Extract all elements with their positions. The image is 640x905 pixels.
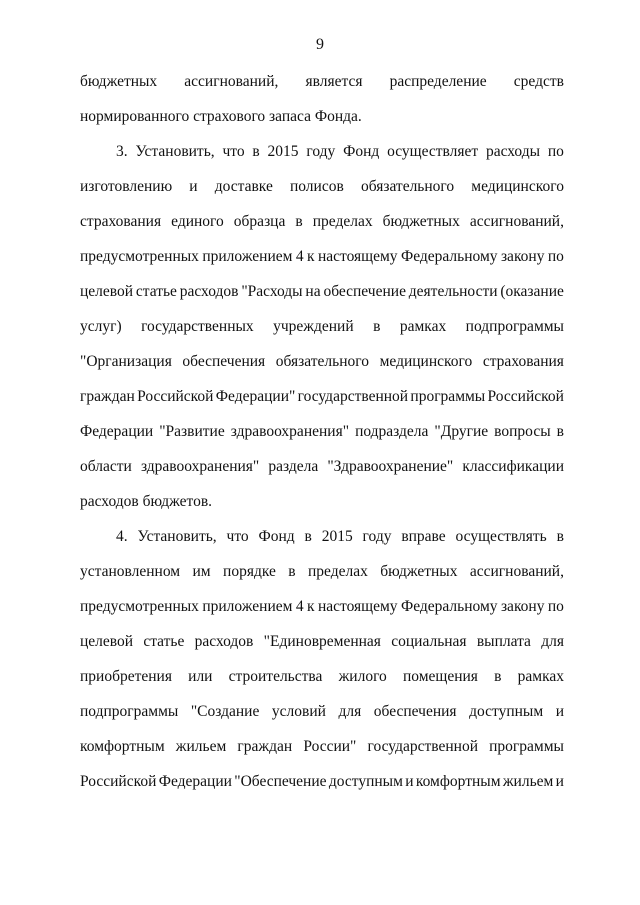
word: "Единовременная	[263, 633, 381, 650]
word: Фонд	[343, 143, 380, 160]
word: выплата	[476, 633, 531, 650]
word: подпрограммы	[80, 703, 179, 720]
word: по	[547, 143, 564, 160]
text-line	[80, 772, 564, 792]
word: установленном	[80, 563, 181, 580]
word: на	[305, 283, 321, 300]
word: в	[252, 143, 260, 160]
word: страхования	[80, 213, 162, 230]
word: к	[307, 598, 315, 615]
word: Федерации"	[215, 388, 296, 405]
word: рамках	[399, 318, 447, 335]
word: году	[306, 143, 336, 160]
word: в	[304, 528, 312, 545]
text-line	[80, 457, 564, 477]
word: образца	[233, 213, 286, 230]
word: 2015	[267, 143, 299, 160]
word: ассигнований,	[184, 73, 279, 90]
word: доставке	[214, 178, 273, 195]
text-line	[80, 562, 564, 582]
word: программы	[489, 738, 564, 755]
word: 3.	[116, 143, 128, 160]
word: обеспечения	[373, 703, 457, 720]
word: средств	[513, 73, 564, 90]
word: вправе	[401, 528, 446, 545]
word: целевой	[80, 283, 134, 300]
text-line	[80, 352, 564, 372]
text-line	[80, 317, 564, 337]
word: "Обеспечение	[234, 773, 327, 790]
word: рамках	[517, 668, 564, 685]
word: расходов	[194, 633, 254, 650]
word: статье	[143, 633, 185, 650]
text-line	[80, 632, 564, 652]
word: в	[295, 213, 303, 230]
word: закону	[500, 248, 545, 265]
text-line	[80, 177, 564, 197]
word: предусмотренных	[80, 598, 199, 615]
word: пределах	[312, 213, 373, 230]
text-line	[80, 702, 564, 722]
word: услуг)	[80, 318, 122, 335]
word: ассигнований,	[469, 213, 564, 230]
paragraph-3-start	[116, 142, 564, 162]
word: здравоохранения"	[140, 458, 260, 475]
word: приложением	[202, 598, 293, 615]
word: для	[541, 633, 564, 650]
word: обеспечение	[323, 283, 406, 300]
word: и	[189, 178, 198, 195]
word: "Создание	[190, 703, 260, 720]
word: Федерации	[158, 773, 232, 790]
word: подраздела	[355, 423, 429, 440]
word: 4	[295, 598, 304, 615]
word: настоящему	[317, 598, 398, 615]
word: бюджетных	[380, 563, 458, 580]
word: закону	[500, 598, 545, 615]
word: подпрограммы	[465, 318, 564, 335]
word: Федерации	[80, 423, 154, 440]
word: бюджетных	[382, 213, 460, 230]
word: к	[307, 248, 315, 265]
word: единого	[171, 213, 224, 230]
word: "Другие	[434, 423, 489, 440]
word: классификации	[462, 458, 564, 475]
word: "Расходы	[241, 283, 303, 300]
word: граждан	[80, 388, 135, 405]
word: Российской	[487, 388, 564, 405]
word: и	[405, 773, 414, 790]
word: вопросы	[494, 423, 551, 440]
word: в	[373, 318, 381, 335]
word: расходов	[179, 283, 239, 300]
word: обязательного	[360, 178, 455, 195]
word: году	[362, 528, 392, 545]
word: полисов	[289, 178, 344, 195]
word: учреждений	[273, 318, 354, 335]
page-number: 9	[316, 36, 324, 53]
word: изготовлению	[80, 178, 173, 195]
word: обязательного	[275, 353, 369, 370]
word: социальная	[391, 633, 467, 650]
word: комфортным	[415, 773, 501, 790]
word: области	[80, 458, 132, 475]
word: в	[288, 563, 296, 580]
word: страхования	[482, 353, 564, 370]
text-line	[80, 667, 564, 687]
word: в	[556, 423, 564, 440]
text-line	[80, 597, 564, 617]
word: раздела	[268, 458, 319, 475]
word: что	[222, 143, 245, 160]
word: 2015	[321, 528, 353, 545]
word: Установить,	[135, 143, 215, 160]
text-line	[80, 212, 564, 232]
word: граждан	[237, 738, 293, 755]
paragraph-4-start	[116, 527, 564, 547]
word: государственной	[297, 388, 409, 405]
word: Федеральному	[400, 248, 498, 265]
word: комфортным	[80, 738, 165, 755]
word: условий	[271, 703, 326, 720]
word: в	[556, 528, 564, 545]
word: медицинского	[379, 353, 473, 370]
text-line	[80, 737, 564, 757]
word: приобретения	[80, 668, 172, 685]
word: расходы	[485, 143, 541, 160]
word: приложением	[202, 248, 293, 265]
word: Российской	[80, 773, 157, 790]
word: строительства	[228, 668, 323, 685]
word: по	[547, 598, 564, 615]
word: жильем	[502, 773, 554, 790]
word: обеспечения	[182, 353, 266, 370]
word: Федеральному	[400, 598, 498, 615]
word: (оказание	[500, 283, 564, 300]
word: Российской	[137, 388, 214, 405]
word: деятельности	[408, 283, 498, 300]
word: пределах	[308, 563, 368, 580]
word: целевой	[80, 633, 134, 650]
word: ассигнований,	[469, 563, 564, 580]
word: "Организация	[80, 353, 172, 370]
word: настоящему	[317, 248, 398, 265]
word: здравоохранения"	[230, 423, 350, 440]
word: 4.	[116, 528, 128, 545]
text-line: расходов бюджетов.	[80, 493, 213, 510]
word: доступным	[469, 703, 544, 720]
word: предусмотренных	[80, 248, 199, 265]
word: жилого	[338, 668, 387, 685]
word: "Здравоохранение"	[327, 458, 454, 475]
word: программы	[410, 388, 486, 405]
word: или	[188, 668, 213, 685]
word: им	[192, 563, 211, 580]
word: что	[226, 528, 249, 545]
word: Установить,	[137, 528, 217, 545]
word: для	[338, 703, 362, 720]
text-line	[80, 247, 564, 267]
text-line	[80, 422, 564, 442]
word: "Развитие	[159, 423, 225, 440]
word: и	[555, 773, 564, 790]
word: и	[555, 703, 564, 720]
text-line	[80, 72, 564, 92]
word: жильем	[175, 738, 227, 755]
text-line: нормированного страхового запаса Фонда.	[80, 108, 362, 125]
word: бюджетных	[80, 73, 158, 90]
word: статье	[135, 283, 177, 300]
text-line	[80, 387, 564, 407]
word: медицинского	[471, 178, 564, 195]
word: России"	[303, 738, 357, 755]
text-line	[80, 282, 564, 302]
word: распределение	[389, 73, 487, 90]
word: является	[305, 73, 363, 90]
word: по	[547, 248, 564, 265]
word: помещения	[402, 668, 478, 685]
word: осуществлять	[455, 528, 547, 545]
word: доступным	[328, 773, 403, 790]
word: государственных	[141, 318, 254, 335]
word: в	[494, 668, 502, 685]
word: порядке	[223, 563, 276, 580]
word: государственной	[367, 738, 478, 755]
word: 4	[295, 248, 304, 265]
word: Фонд	[258, 528, 295, 545]
word: осуществляет	[387, 143, 479, 160]
